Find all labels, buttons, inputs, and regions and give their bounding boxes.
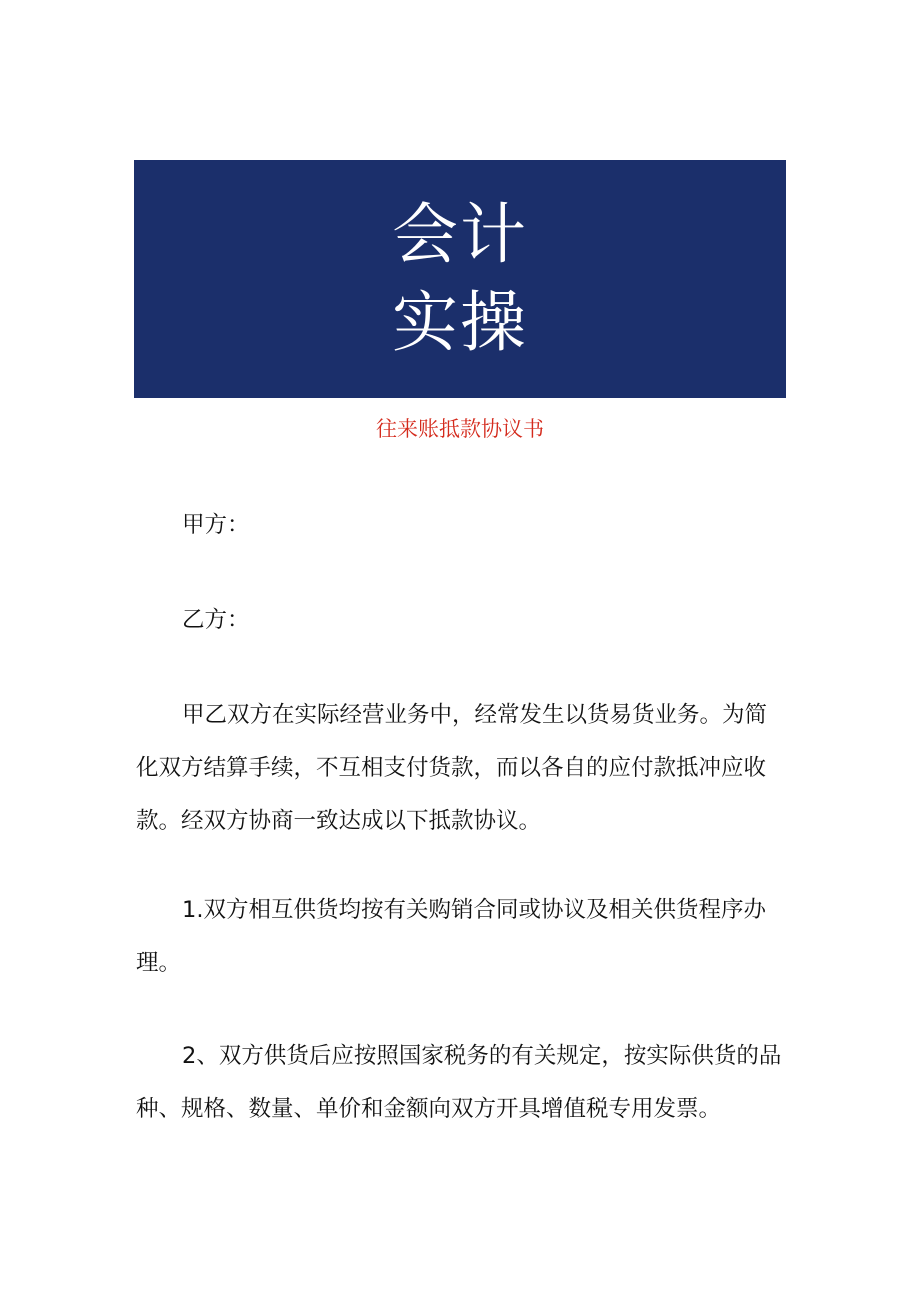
intro-paragraph: 甲乙双方在实际经营业务中，经常发生以货易货业务。为简化双方结算手续，不互相支付货款，而以各自的应付款抵冲应收款。经双方协商一致达成以下抵款协议。	[136, 702, 768, 834]
document-title: 往来账抵款协议书	[376, 417, 544, 441]
banner-title-line-2: 实操	[392, 284, 528, 361]
header-banner	[134, 160, 786, 398]
clause-1: 1.双方相互供货均按有关购销合同或协议及相关供货程序办理。	[136, 897, 766, 976]
party-a-label: 甲方：	[182, 512, 250, 538]
party-b-label: 乙方：	[182, 607, 250, 633]
banner-title-line-1: 会计	[392, 196, 528, 273]
clause-2: 2、双方供货后应按照国家税务的有关规定，按实际供货的品种、规格、数量、单价和金额向双方开具增值税专用发票。	[136, 1043, 782, 1122]
